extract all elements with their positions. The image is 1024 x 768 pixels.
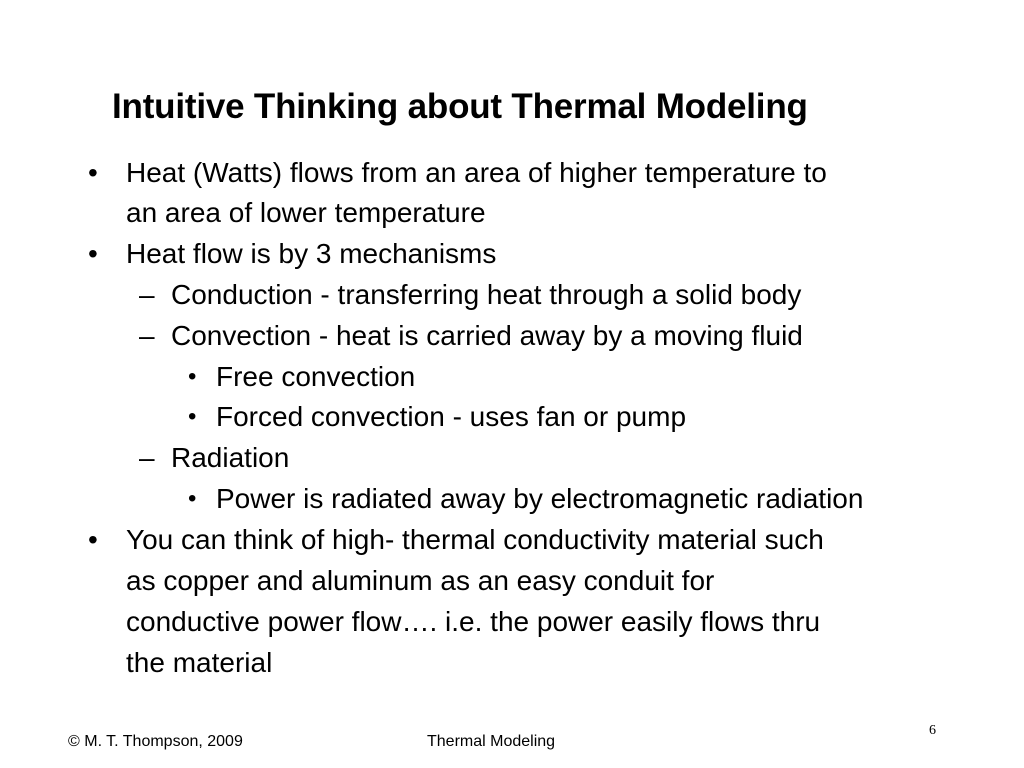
slide-number: 6 bbox=[929, 723, 936, 738]
bullet-text: Convection - heat is carried away by a moving fluid bbox=[171, 320, 803, 351]
dash-icon: – bbox=[139, 320, 155, 351]
footer-topic: Thermal Modeling bbox=[427, 733, 556, 750]
dash-icon: – bbox=[139, 442, 155, 473]
bullet-text: Conduction - transferring heat through a solid body bbox=[171, 279, 802, 310]
bullet-text: Forced convection - uses fan or pump bbox=[216, 401, 687, 432]
bullet-continuation bbox=[126, 192, 486, 233]
bullet-text: an area of lower temperature bbox=[126, 197, 486, 228]
bullet-text: Radiation bbox=[171, 442, 290, 473]
bullet-icon: • bbox=[188, 485, 197, 512]
bullet-continuation bbox=[126, 560, 714, 601]
bullet-text: as copper and aluminum as an easy conduit for bbox=[126, 565, 715, 596]
bullet-item-mechanisms bbox=[88, 233, 497, 274]
sub-sub-item-power-radiated bbox=[188, 478, 864, 519]
bullet-text: You can think of high- thermal conductivity material such bbox=[126, 524, 824, 555]
bullet-item-heat-flow bbox=[88, 152, 827, 193]
bullet-continuation bbox=[126, 642, 272, 683]
bullet-text: Free convection bbox=[216, 361, 416, 392]
bullet-continuation bbox=[126, 601, 820, 642]
dash-icon: – bbox=[139, 279, 155, 310]
bullet-icon: • bbox=[88, 238, 98, 269]
slide-title: Intuitive Thinking about Thermal Modeling bbox=[112, 87, 808, 126]
sub-item-convection bbox=[139, 315, 803, 356]
footer-copyright: © M. T. Thompson, 2009 bbox=[68, 733, 243, 750]
bullet-text: Heat flow is by 3 mechanisms bbox=[126, 238, 497, 269]
bullet-item-conductivity bbox=[88, 519, 824, 560]
bullet-text: conductive power flow…. i.e. the power easily flows thru bbox=[126, 606, 821, 637]
sub-sub-item-forced-convection bbox=[188, 396, 687, 437]
sub-item-conduction bbox=[139, 274, 802, 315]
bullet-icon: • bbox=[188, 403, 197, 430]
sub-sub-item-free-convection bbox=[188, 356, 416, 397]
bullet-text: Power is radiated away by electromagnetic radiation bbox=[216, 483, 864, 514]
bullet-icon: • bbox=[88, 157, 98, 188]
bullet-icon: • bbox=[188, 363, 197, 390]
bullet-icon: • bbox=[88, 524, 98, 555]
bullet-text: the material bbox=[126, 647, 273, 678]
bullet-text: Heat (Watts) flows from an area of higher temperature to bbox=[126, 157, 827, 188]
sub-item-radiation bbox=[139, 437, 290, 478]
